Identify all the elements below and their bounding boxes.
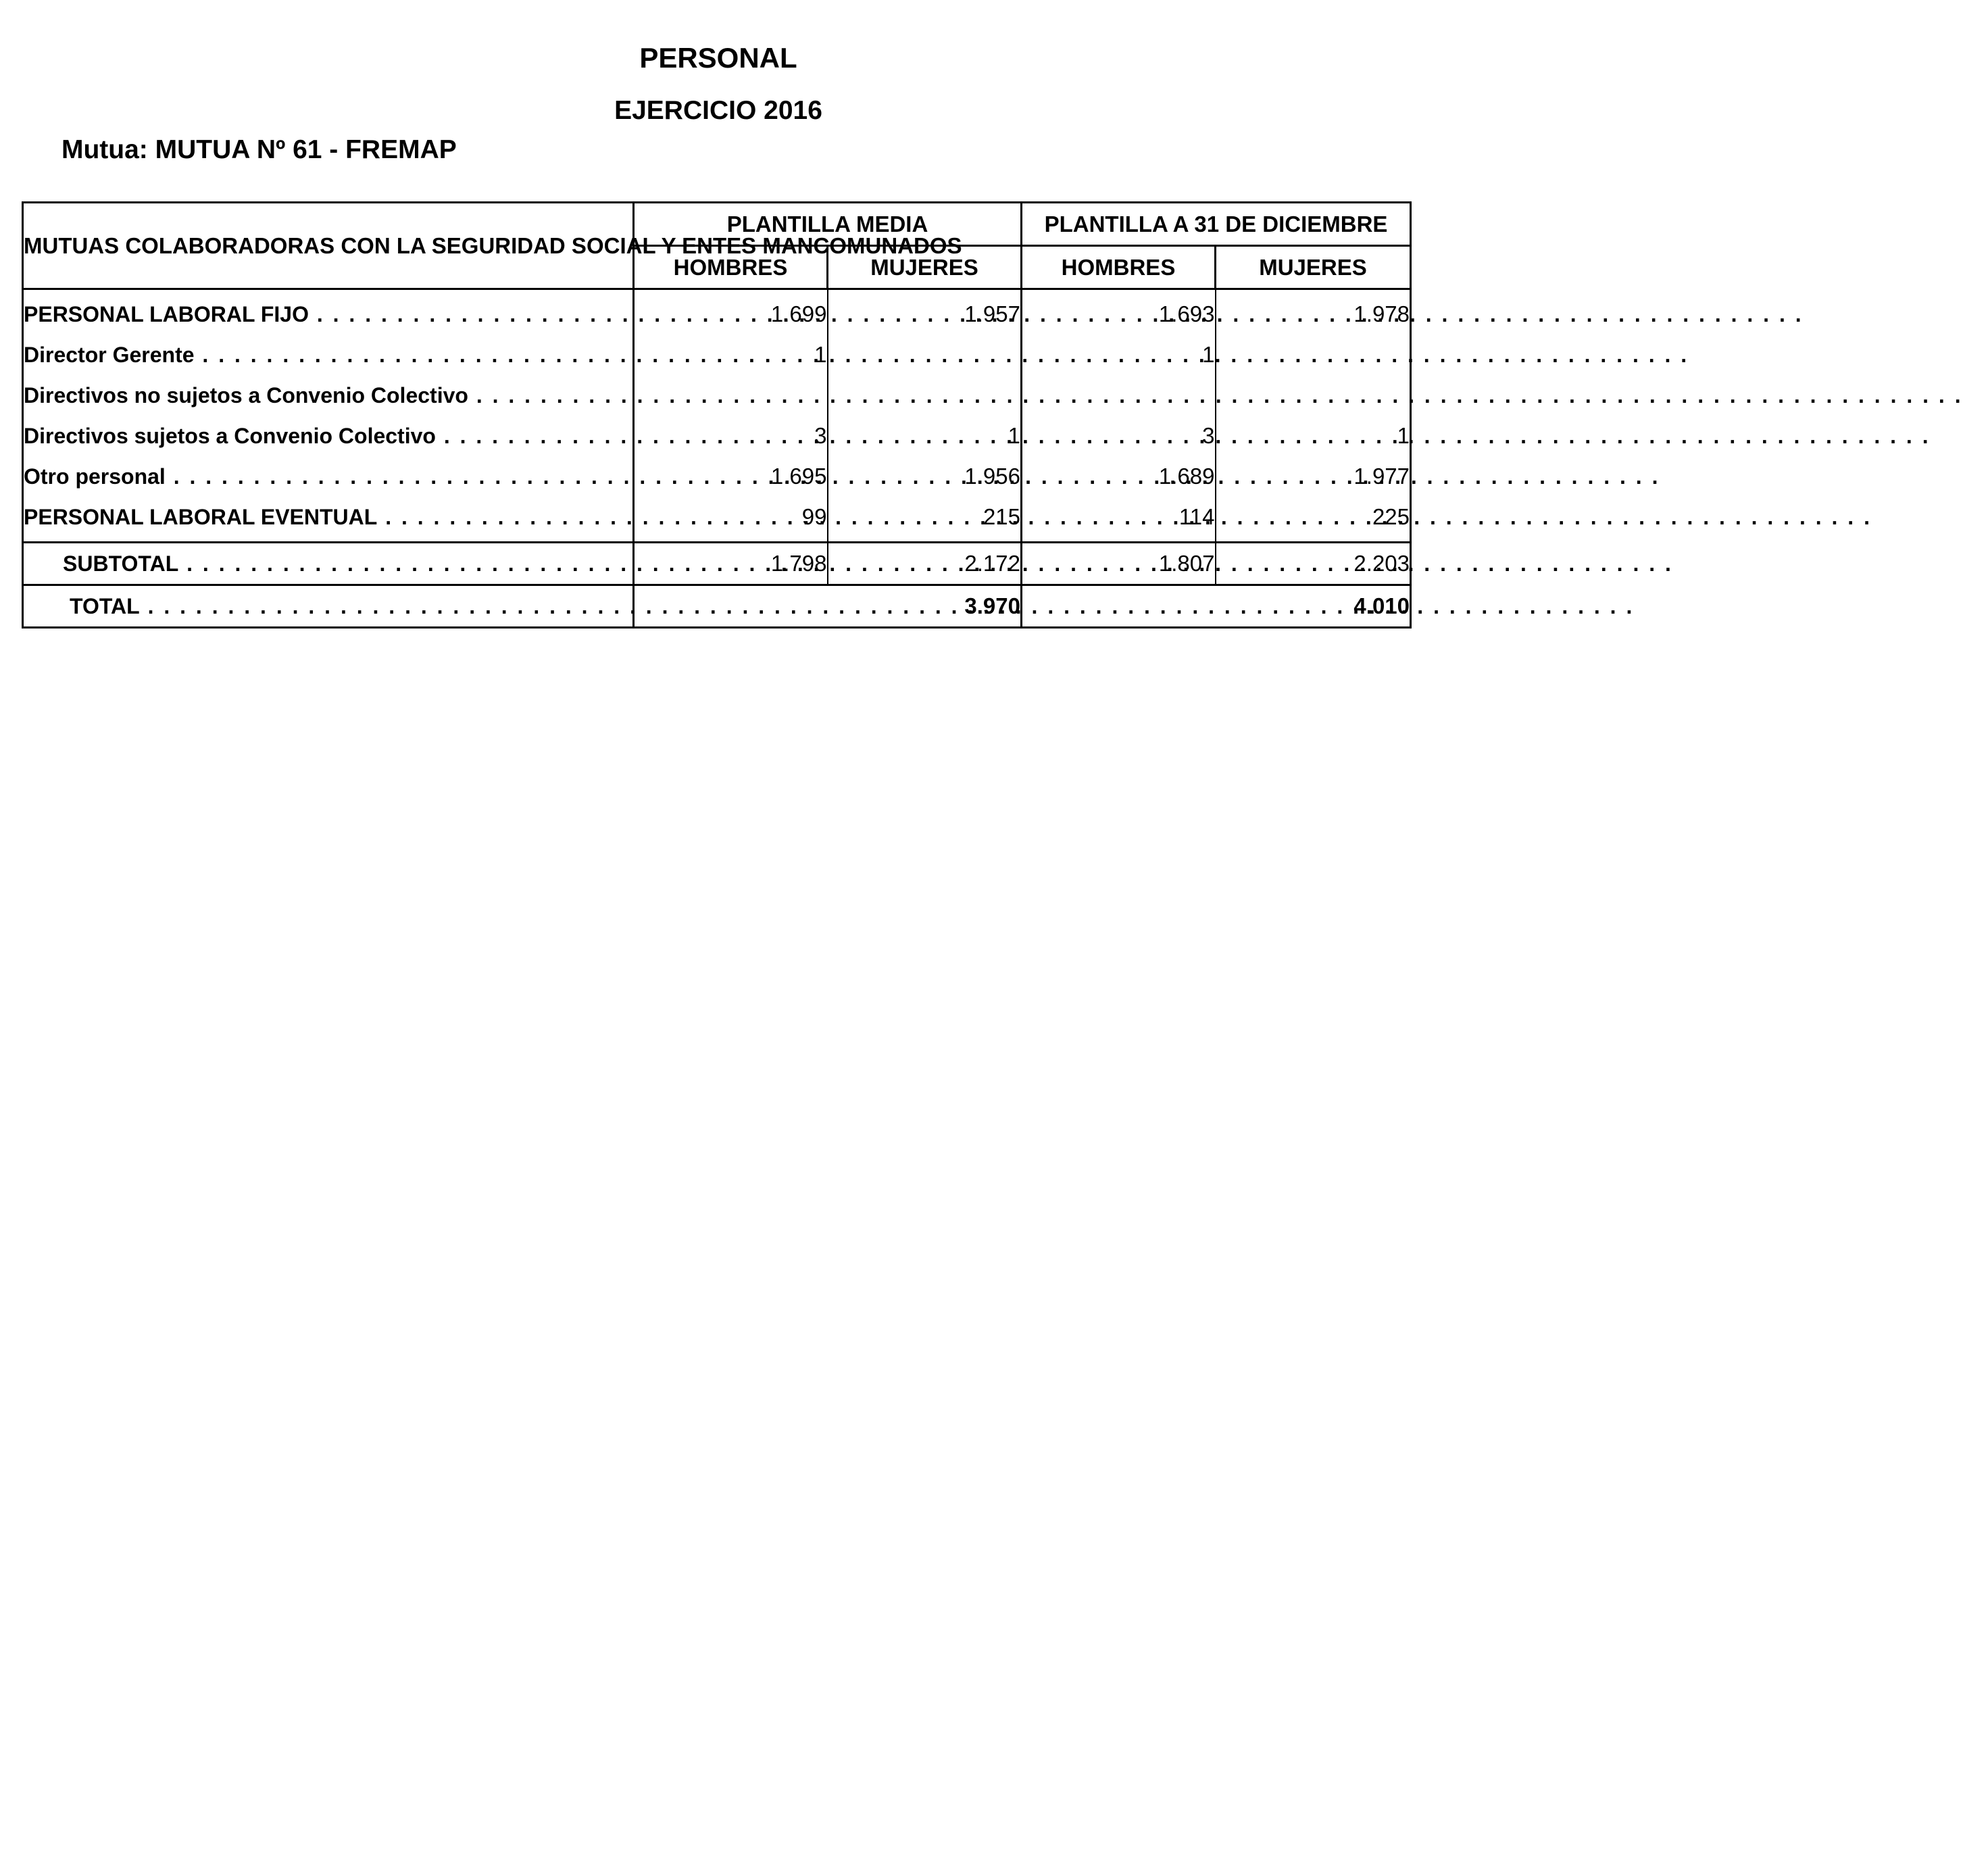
- cell-diciembre-hombres: 1: [1022, 335, 1216, 375]
- row-label-text: Otro personal . . .: [24, 464, 632, 489]
- total-plantilla-media: 3.970: [634, 585, 1022, 628]
- cell-media-hombres: 1.699: [634, 289, 828, 335]
- cell-media-hombres: 1.695: [634, 456, 828, 497]
- total-plantilla-diciembre: 4.010: [1022, 585, 1411, 628]
- cell-media-hombres: 99: [634, 497, 828, 543]
- table-row: [23, 375, 1411, 416]
- header-media-hombres: HOMBRES: [634, 246, 828, 289]
- mutua-label: Mutua: MUTUA Nº 61 - FREMAP: [61, 135, 457, 164]
- cell-diciembre-mujeres: 225: [1216, 497, 1411, 543]
- header-diciembre-mujeres: MUJERES: [1216, 246, 1411, 289]
- row-label-text: PERSONAL LABORAL FIJO . . .: [24, 302, 632, 327]
- header-plantilla-media: PLANTILLA MEDIA: [634, 203, 1022, 246]
- header-main-title: MUTUAS COLABORADORAS CON LA SEGURIDAD SOCIAL Y ENTES MANCOMUNADOS: [23, 203, 634, 289]
- subtotal-label: [23, 543, 634, 585]
- row-label: [23, 375, 634, 416]
- subtotal-diciembre-hombres: 1.807: [1022, 543, 1216, 585]
- cell-media-hombres: 3: [634, 416, 828, 456]
- subtotal-row: [23, 543, 1411, 585]
- cell-diciembre-mujeres: 1: [1216, 416, 1411, 456]
- subtotal-label-text: SUBTOTAL . . .: [63, 551, 632, 576]
- personnel-table: [22, 201, 1412, 628]
- year-subtitle: EJERCICIO 2016: [614, 96, 822, 125]
- subtotal-diciembre-mujeres: 2.203: [1216, 543, 1411, 585]
- header-diciembre-hombres: HOMBRES: [1022, 246, 1216, 289]
- total-label-text: TOTAL . . .: [70, 594, 632, 619]
- cell-diciembre-mujeres: 1.978: [1216, 289, 1411, 335]
- row-label: [23, 335, 634, 375]
- cell-media-hombres: 1: [634, 335, 828, 375]
- cell-diciembre-hombres: 114: [1022, 497, 1216, 543]
- table-row: [23, 289, 1411, 335]
- table-row: [23, 456, 1411, 497]
- cell-diciembre-hombres: 3: [1022, 416, 1216, 456]
- cell-media-mujeres: 1.957: [828, 289, 1022, 335]
- row-label: [23, 497, 634, 543]
- page-title: PERSONAL: [639, 42, 797, 74]
- subtotal-media-hombres: 1.798: [634, 543, 828, 585]
- total-label: [23, 585, 634, 628]
- row-label-text: Director Gerente . . .: [24, 343, 632, 368]
- cell-media-mujeres: 1: [828, 416, 1022, 456]
- cell-media-mujeres: 1.956: [828, 456, 1022, 497]
- header-media-mujeres: MUJERES: [828, 246, 1022, 289]
- table-row: [23, 497, 1411, 543]
- cell-diciembre-hombres: 1.689: [1022, 456, 1216, 497]
- cell-media-mujeres: 215: [828, 497, 1022, 543]
- total-row: [23, 585, 1411, 628]
- subtotal-media-mujeres: 2.172: [828, 543, 1022, 585]
- cell-diciembre-hombres: 1.693: [1022, 289, 1216, 335]
- table-row: [23, 416, 1411, 456]
- header-plantilla-diciembre: PLANTILLA A 31 DE DICIEMBRE: [1022, 203, 1411, 246]
- header-row-groups: [23, 203, 1411, 246]
- row-label: [23, 289, 634, 335]
- row-label: [23, 416, 634, 456]
- cell-diciembre-mujeres: 1.977: [1216, 456, 1411, 497]
- row-label-text: Directivos no sujetos a Convenio Colectivo . . .: [24, 383, 632, 408]
- table-row: [23, 335, 1411, 375]
- row-label-text: PERSONAL LABORAL EVENTUAL . . .: [24, 505, 632, 530]
- row-label: [23, 456, 634, 497]
- row-label-text: Directivos sujetos a Convenio Colectivo . . .: [24, 424, 632, 449]
